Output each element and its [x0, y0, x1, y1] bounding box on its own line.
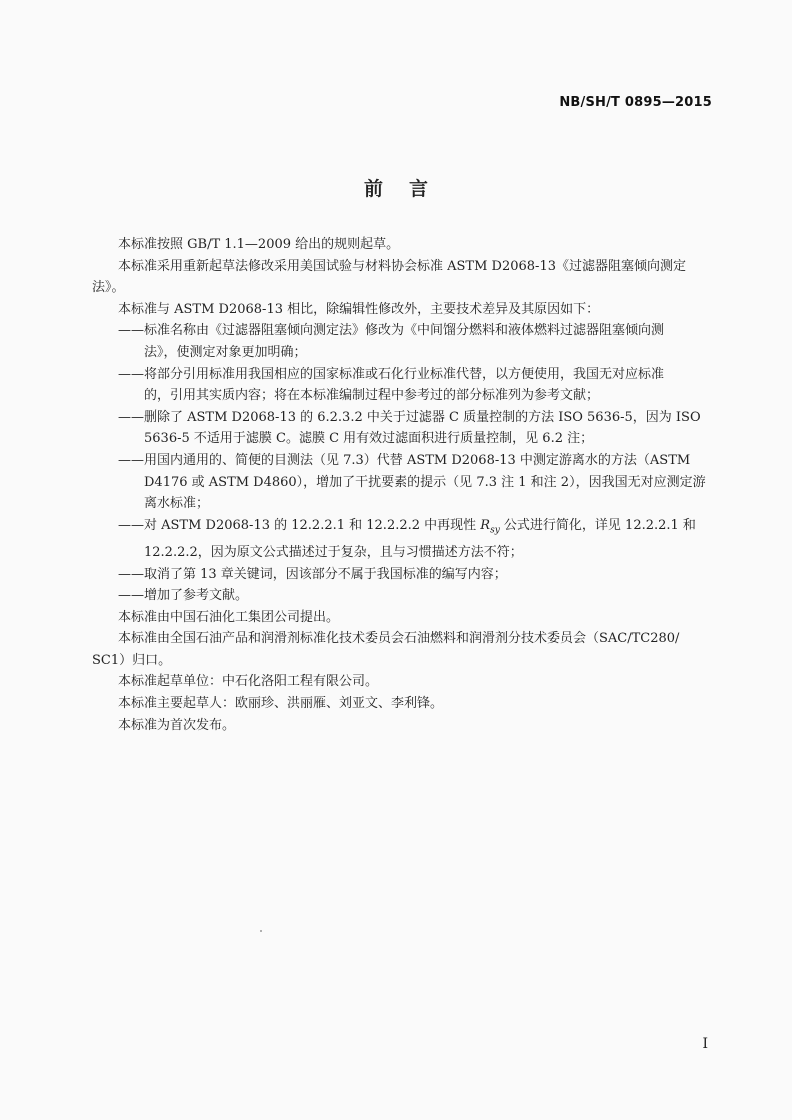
list-item-line: ——将部分引用标准用我国相应的国家标准或石化行业标准代替，以方便使用，我国无对应标准: [118, 366, 665, 382]
scan-speck: [260, 930, 262, 932]
paragraph-line: 法》。: [92, 280, 125, 296]
paragraph-differences-intro: 本标准与 ASTM D2068-13 相比，除编辑性修改外，主要技术差异及其原因如下：: [118, 301, 600, 317]
list-item-line: ——删除了 ASTM D2068-13 的 6.2.3.2 中关于过滤器 C 质量控制的方法 ISO 5636-5，因为 ISO: [118, 409, 701, 425]
list-item-line: D4176 或 ASTM D4860），增加了干扰要素的提示（见 7.3 注 1 和注 2），因我国无对应测定游: [144, 474, 706, 490]
list-item-line: 的，引用其实质内容；将在本标准编制过程中参考过的部分标准列为参考文献；: [144, 388, 600, 404]
list-item-line: 12.2.2.2，因为原文公式描述过于复杂，且与习惯描述方法不符；: [144, 544, 523, 560]
paragraph-line: SC1）归口。: [92, 652, 172, 668]
paragraph-drafters: 本标准主要起草人：欧丽珍、洪丽雁、刘亚文、李利锋。: [118, 696, 444, 712]
paragraph-drafting-unit: 本标准起草单位：中石化洛阳工程有限公司。: [118, 674, 379, 690]
foreword-body: [92, 234, 718, 736]
paragraph-line: 本标准由全国石油产品和润滑剂标准化技术委员会石油燃料和润滑剂分技术委员会（SAC/TC280/: [118, 631, 680, 647]
list-item-line: ——用国内通用的、简便的目测法（见 7.3）代替 ASTM D2068-13 中测定游离水的方法（ASTM: [118, 452, 691, 468]
text-span: 公式进行简化，详见 12.2.2.1 和: [499, 517, 696, 533]
list-item: [118, 515, 718, 564]
list-item: ——增加了参考文献。: [118, 588, 249, 604]
paragraph-proposer: 本标准由中国石油化工集团公司提出。: [118, 609, 340, 625]
list-item-line: [118, 515, 718, 542]
list-item: [118, 407, 718, 450]
list-item-line: 法》，使测定对象更加明确；: [144, 344, 307, 360]
standard-number: NB/SH/T 0895—2015: [559, 95, 712, 110]
list-item: [118, 320, 718, 363]
formula-subscript: sy: [490, 525, 500, 536]
paragraph-adoption: [92, 256, 718, 299]
paragraph-first-release: 本标准为首次发布。: [118, 717, 236, 733]
list-item: [118, 450, 718, 515]
list-item-line: 离水标准；: [144, 496, 210, 512]
paragraph-drafting-rules: 本标准按照 GB/T 1.1—2009 给出的规则起草。: [118, 237, 400, 252]
page-title: 前言: [363, 178, 454, 200]
list-item: ——取消了第 13 章关键词，因该部分不属于我国标准的编写内容；: [118, 566, 507, 582]
formula-symbol: R: [480, 517, 491, 533]
page-number: I: [702, 1036, 708, 1052]
paragraph-line: 本标准采用重新起草法修改采用美国试验与材料协会标准 ASTM D2068-13《过滤器阻塞倾向测定: [118, 258, 686, 274]
list-item-line: ——标准名称由《过滤器阻塞倾向测定法》修改为《中间馏分燃料和液体燃料过滤器阻塞倾向测: [118, 323, 665, 339]
text-span: ——对 ASTM D2068-13 的 12.2.2.1 和 12.2.2.2 中再现性: [118, 517, 481, 533]
list-item: [118, 364, 718, 407]
paragraph-responsible-committee: [92, 628, 718, 671]
list-item-line: 5636-5 不适用于滤膜 C。滤膜 C 用有效过滤面积进行质量控制，见 6.2 注；: [144, 431, 594, 447]
